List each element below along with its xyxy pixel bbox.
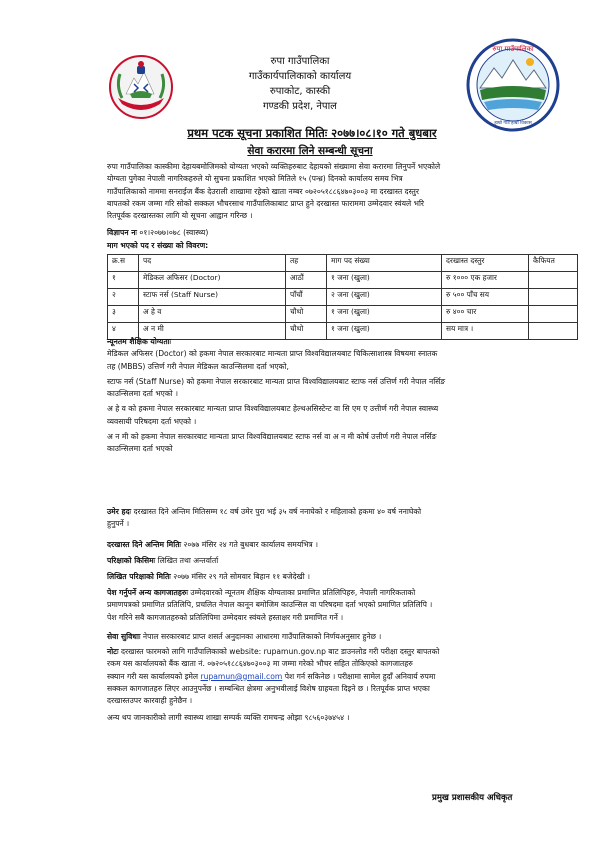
rupa-municipality-logo-icon [466, 38, 560, 132]
table-header-row: क्र.स पद तह माग पद संख्या दरखास्त दस्तुर कैफियत [108, 255, 578, 272]
contact-info: अन्य थप जानकारीको लागी स्वास्थ्य शाखा सम्पर्क व्यक्ति रामचन्द्र ओझा ९८५६०३७४५४ । [107, 713, 350, 722]
notice-subtitle: सेवा करारमा लिने सम्बन्धी सूचना [247, 145, 373, 157]
svg-text:हाम्रो गाउँ हाम्रो विकास: हाम्रो गाउँ हाम्रो विकास [494, 121, 532, 126]
notice-title: प्रथम पटक सूचना प्रकाशित मितिः २०७७।०८।१० गते बुधबार [187, 126, 437, 140]
exam-type: परिक्षाको किसिमः लिखित तथा अन्तर्वार्ता [107, 556, 219, 565]
deadline: दरखास्त दिने अन्तिम मितिः २०७७ मंसिर २४ गते बुधबार कार्यालय समयभित्र । [107, 540, 319, 549]
signature-title: प्रमुख प्रशासकीय अधिकृत [432, 793, 513, 803]
table-row: १ मेडिकल अफिसर (Doctor) आठौं १ जना (खुला) रु १००० एक हजार [108, 272, 578, 289]
qualification-heading: न्यूनतम शैक्षिक योग्यताः [107, 337, 172, 346]
svg-text:रुपा गाउँपालिका: रुपा गाउँपालिका [492, 45, 534, 53]
table-row: ४ अ न मी चौथो १ जना (खुला) सय मात्र । [108, 323, 578, 340]
office-header [150, 54, 450, 114]
office-address: रुपाकोट, कास्की [269, 86, 331, 97]
table-row: २ स्टाफ नर्स (Staff Nurse) पाँचौं २ जना (खुला) रु ५०० पाँच सय [108, 289, 578, 306]
vacancy-table [107, 254, 578, 340]
province-name: गण्डकी प्रदेश, नेपाल [263, 101, 337, 112]
required-documents: पेश गर्नुपर्ने अन्य कागजातहरुः उम्मेदवारको न्यूनतम शैक्षिक योग्यताका प्रमाणित प्रतिलिपिहरु, नेपाली नागरिकताको प्रमाणपत्रको प्रमाणित प्रतिलिपि, प्रचलित नेपाल कानून बमोजिम काउन्सिल वा परिषदमा दर्ता भएको प्रमाणित प्रतिलिपि । पेश गरिने सबै कागजातहरुको प्रतिलिपिमा उम्मेदवार स्वंयले हस्ताक्षर गरी प्रमाणित गर्ने । [107, 588, 433, 622]
age-limit: उमेर हदः दरखास्त दिने अन्तिम मितिसम्म १८ वर्ष उमेर पुरा भई ३५ वर्ष ननाघेको र महिलाको हकमा ४० वर्ष ननाघेको हुनुपर्ने । [107, 507, 422, 529]
note-section: नोटः दरखास्त फारमको लागि गाउँपालिकाको website: rupamun.gov.np बाट डाउनलोड गरी परीक्षा दस्तुर बापतको रकम यस कार्यालयको बैंक खाता नं. ०७२०५१८८६४७०३००३ मा जम्मा गरेको भौचर सहित तोकिएको कागजातहरु स्क्यान गरी यस कार्यालयको इमेल rupamun@gmail.com पेश गर्न सकिनेछ । परीक्षामा सामेल हुदाँ अनिवार्य रुपमा सक्कल कागजातहरु लिएर आउनुपर्नेछ । सम्बन्धित क्षेत्रमा अनुभवीलाई विशेष ग्राहयता दिइने छ । रितपूर्वक प्राप्त भएका दरखास्तउपर कारवाही हुनेछैन । [107, 647, 440, 706]
qualification-section: न्यूनतम शैक्षिक योग्यताः मेडिकल अफिसर (Doctor) को हकमा नेपाल सरकारबाट मान्यता प्राप्त विश्वविद्यालयबाट चिकित्साशास्त्र विषयमा स्नातक तह (MBBS) उत्तिर्ण गरी नेपाल मेडिकल काउन्सिलमा दर्ता भएको, स्टाफ नर्स (Staff Nurse) को हकमा नेपाल सरकारबाट मान्यता प्राप्त विश्वविद्यालयबाट स्टाफ नर्स उत्तिर्ण गरी नेपाल नर्सिङ काउन्सिलमा दर्ता भएको । अ हे व को हकमा नेपाल सरकारबाट मान्यता प्राप्त विश्वविद्यालयबाट हेल्थअसिस्टेन्ट वा सि एम ए उत्तीर्ण गरी नेपाल स्वास्थ्य व्यवसायी परिषदमा दर्ता भएको । अ न मी को हकमा नेपाल सरकारबाट मान्यता प्राप्त विश्वविद्यालयबाट स्टाफ नर्स वा अ न मी कोर्ष उत्तीर्ण गरी नेपाल नर्सिङ काउन्सिलमा दर्ता भएको [107, 336, 545, 456]
intro-paragraph: रुपा गाउँपालिका कास्कीमा देहायबमोजिमको योग्यता भएको व्यक्तिहरुबाट देहायको संख्यामा सेवा करारमा लिनुपर्ने भएकोले योग्यता पुगेका नेपाली नागरिकहरुले यो सुचना प्रकाशित भएको मितिले १५ (पन्ध्र) दिनको कार्यालय समय भित्र गाउँपालिकाको नाममा सनराईज बैंक देउराली शाखामा रहेको खाता नम्बर ०७२०५१८८६४७०३००३ मा दरखास्त दस्तुर बापतको रकम जम्मा गरि सोको सक्कल भौचरसाथ गाउँपालिकाबाट प्राप्त हुने दरखास्त फाराममा उम्मेदवार स्वंयले भरि रितपूर्वक दरखास्तका लागि यो सूचना आह्वान गरिन्छ । [107, 162, 441, 221]
advertisement-number: विज्ञापन नः ०१।२०७७।०७८ (स्वास्थ्य) [107, 228, 209, 237]
table-row: ३ अ हे व चौथो १ जना (खुला) रु ४०० चार [108, 306, 578, 323]
service-facility: सेवा सुविधाः नेपाल सरकारबाट प्राप्त शसर्त अनुदानका आधारमा गाउँपालिकाको निर्णयअनुसार हुनेछ । [107, 632, 382, 641]
email-link[interactable]: rupamun@gmail.com [200, 671, 283, 681]
office-name: गाउँकार्यपालिकाको कार्यालय [248, 71, 352, 82]
table-caption: माग भएको पद र संख्या को विवरण: [107, 241, 209, 250]
written-exam-date: लिखित परिक्षाको मितिः २०७७ मंसिर २९ गते सोमवार बिहान ११ बजेदेखी । [107, 572, 311, 581]
municipality-name: रुपा गाउँपालिका [270, 56, 330, 67]
